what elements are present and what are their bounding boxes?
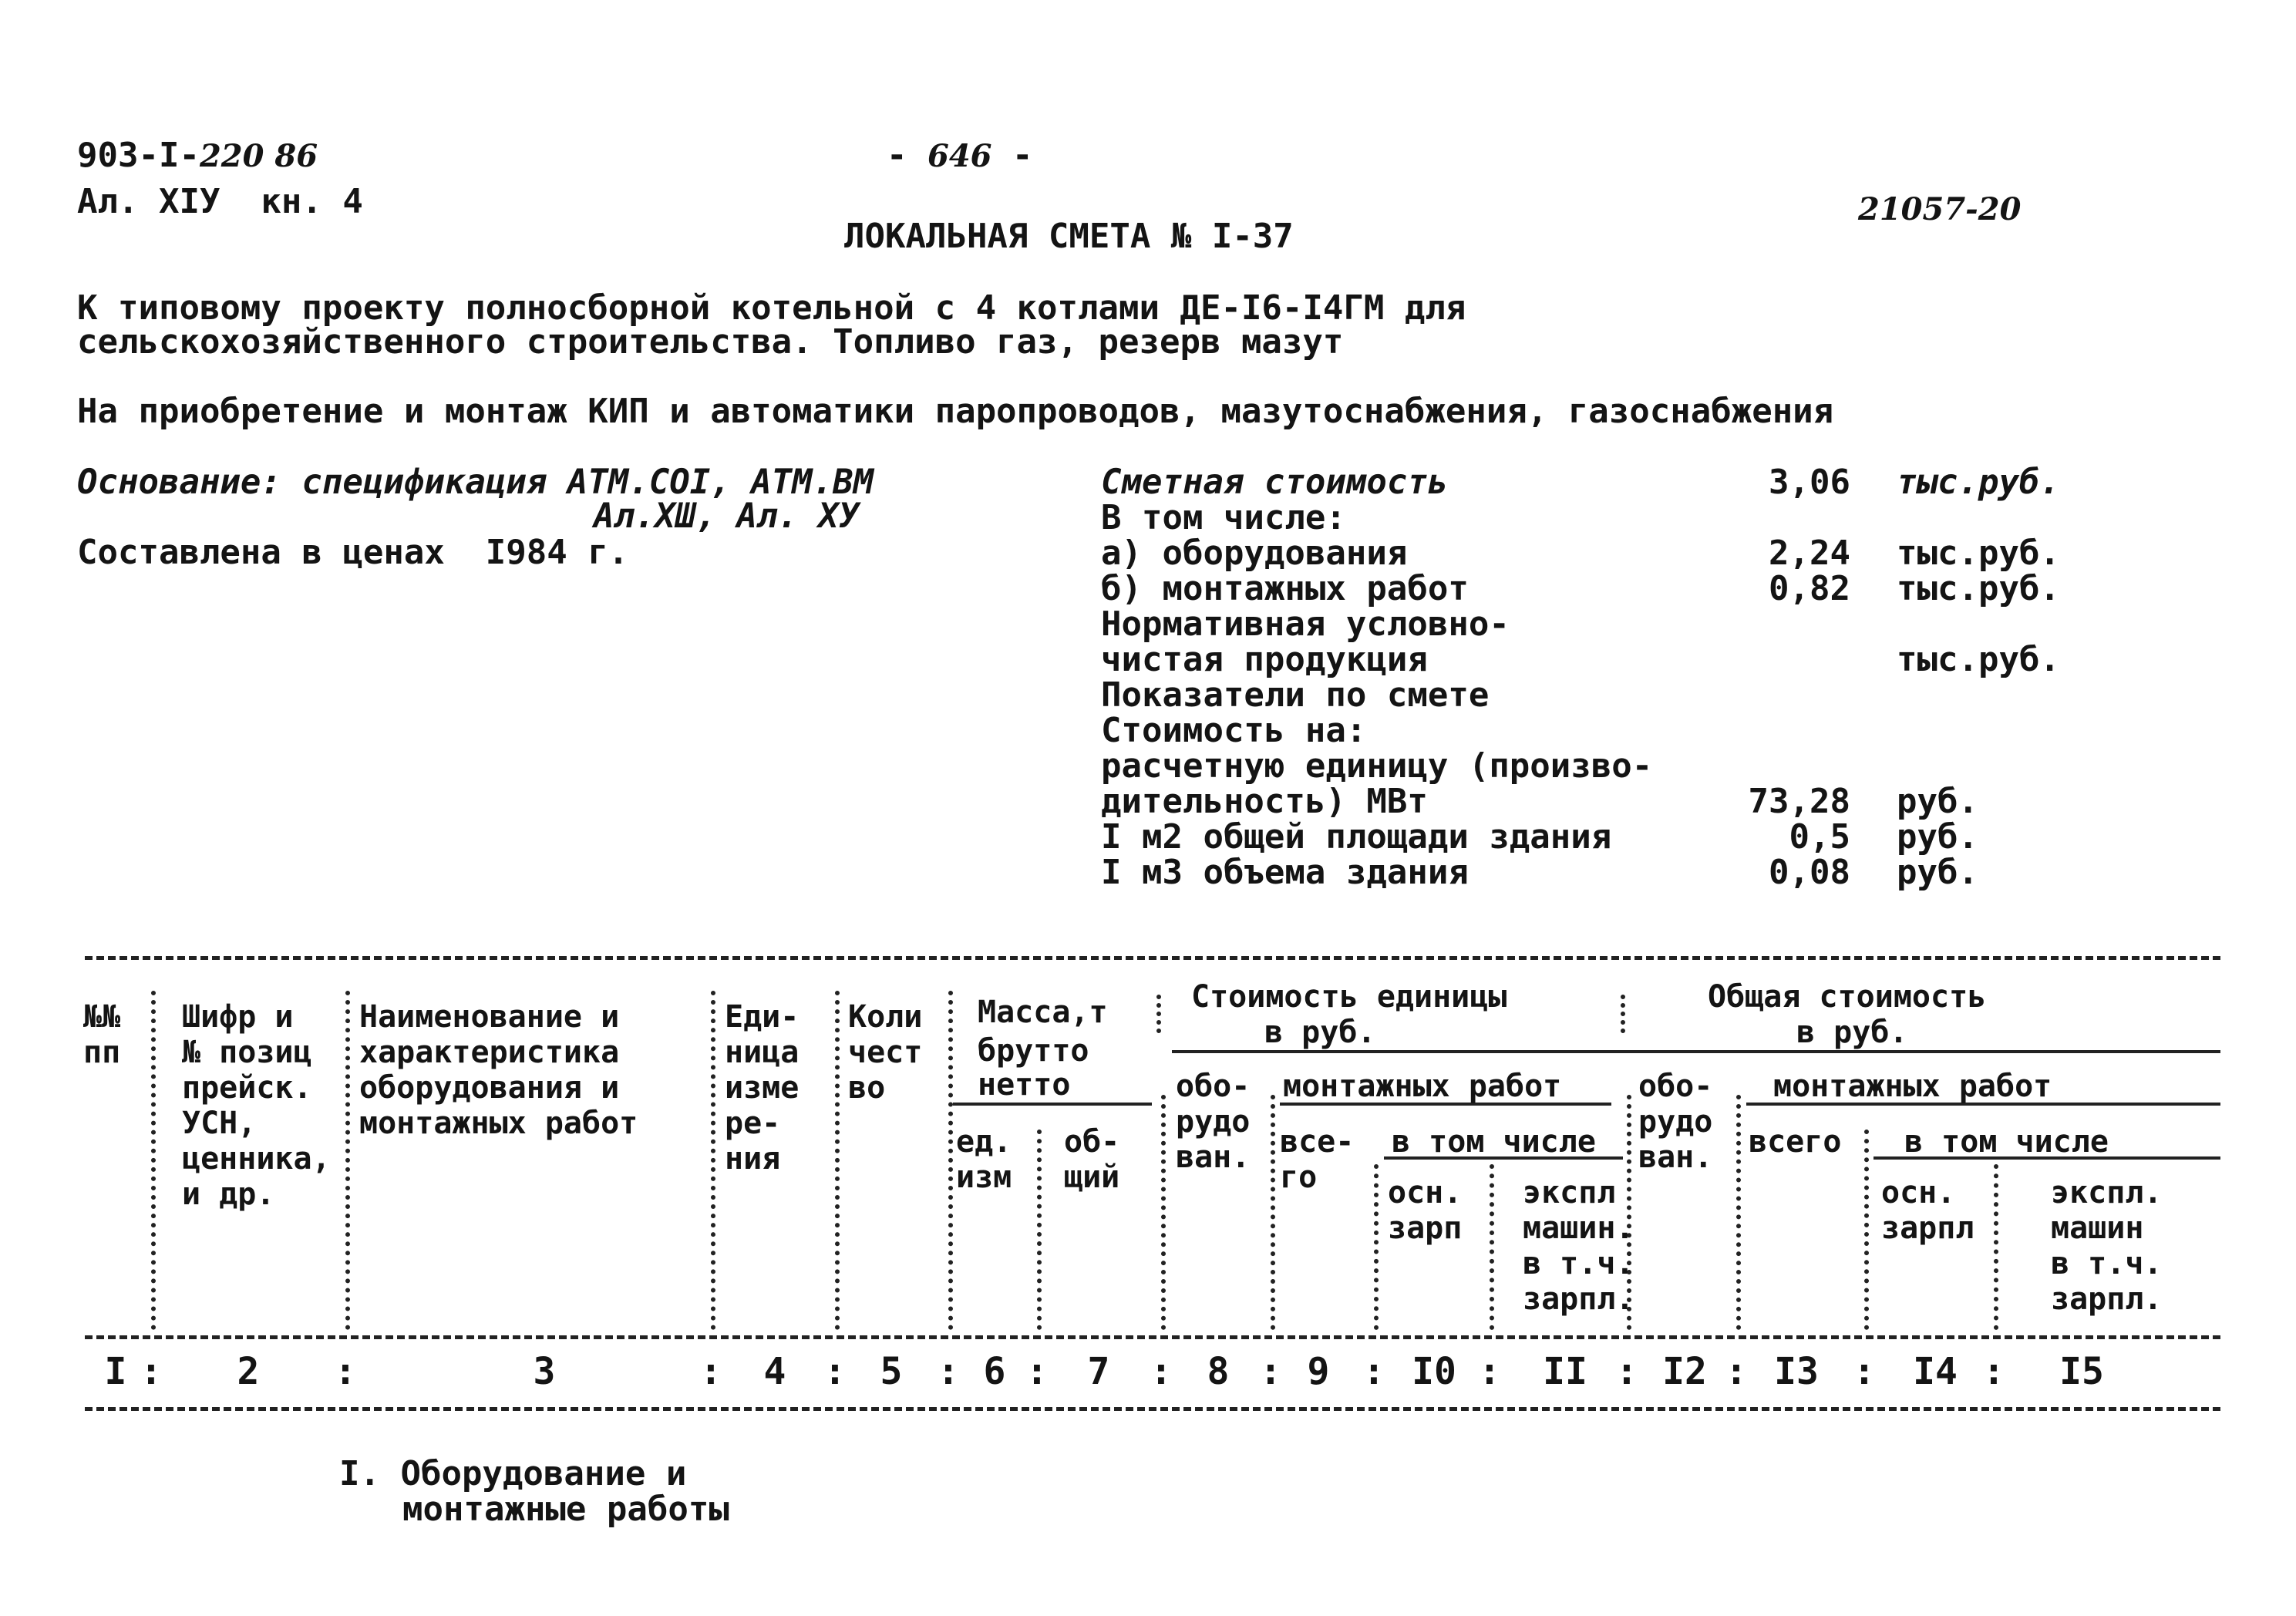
column-number: 7 [1087,1350,1110,1393]
col-sep [345,991,350,1330]
col-header-salary-unit: осн. зарп [1388,1175,1463,1246]
col-sep [151,991,156,1330]
inventory-number: 21057-20 [1858,191,2022,227]
summary-label: а) оборудования [1101,534,1408,573]
summary-label: Показатели по смете [1101,675,1490,715]
col-header-quantity: Коли чест во [848,999,923,1106]
column-number-separator: : [140,1350,163,1393]
column-number-separator: : [1362,1350,1385,1393]
col-header-install-total: монтажных работ [1773,1069,2052,1104]
column-number: I3 [1774,1350,1819,1393]
summary-value: 0,82 [1769,569,1850,608]
col-sep [1621,995,1625,1033]
col-header-install-sum: всего [1749,1124,1842,1160]
summary-value: 0,5 [1789,817,1850,857]
summary-label: В том числе: [1101,498,1346,537]
col-header-unit-cost-rub: в руб. [1264,1015,1376,1050]
column-number: I4 [1913,1350,1958,1393]
col-header-equipment-unit: обо- рудо ван. [1176,1069,1251,1175]
column-number-separator: : [1259,1350,1282,1393]
table-top-rule [85,956,2220,960]
col-header-total-cost: Общая стоимость [1708,979,1987,1015]
col-sep [1161,1095,1166,1330]
col-header-mass-netto: нетто [978,1067,1071,1103]
col-sep [1864,1130,1869,1330]
col-sep [835,991,840,1330]
column-number: 2 [237,1350,260,1393]
column-number-separator: : [1615,1350,1638,1393]
summary-value: 73,28 [1748,782,1850,821]
col-sep [948,991,953,1330]
summary-label: I м2 общей площади здания [1101,817,1612,857]
col-sep [1736,1095,1741,1330]
column-number: 3 [533,1350,556,1393]
cost-group-rule [1172,1050,2220,1053]
header-bottom-rule [85,1335,2220,1339]
summary-unit: руб. [1897,782,1978,821]
col-header-install-unit: монтажных работ [1283,1069,1562,1104]
column-numbers-rule [85,1407,2220,1411]
column-number: 8 [1207,1350,1230,1393]
summary-unit: руб. [1897,853,1978,892]
column-number-separator: : [1725,1350,1748,1393]
summary-value: 2,24 [1769,534,1850,573]
col-header-mass-brutto: брутто [978,1033,1089,1069]
col-header-number: №№ пп [83,999,121,1070]
column-number-separator: : [937,1350,960,1393]
column-number-separator: : [1853,1350,1876,1393]
document-code: 903-I-220 86 [77,136,318,175]
column-number-separator: : [334,1350,357,1393]
summary-label: I м3 объема здания [1101,853,1469,892]
column-number: 4 [763,1350,786,1393]
column-number: I0 [1412,1350,1456,1393]
col-header-incl-unit: в том числе [1392,1124,1596,1160]
summary-label: расчетную единицу (произво- [1101,746,1653,786]
col-header-mass: Масса,т [978,995,1108,1030]
basis-line-2: Ал.ХШ, Ал. ХУ [594,497,860,536]
column-number-separator: : [1982,1350,2005,1393]
document-code-handwritten: 220 86 [199,138,318,174]
section-title-line-1: I. Оборудование и [339,1454,687,1493]
column-number: 6 [983,1350,1006,1393]
col-header-incl-total: в том числе [1904,1124,2109,1160]
col-sep [1037,1130,1042,1330]
col-header-mass-unit: ед. изм [956,1124,1012,1195]
summary-label: Стоимость на: [1101,711,1367,750]
column-number-separator: : [1025,1350,1049,1393]
column-number: 9 [1307,1350,1330,1393]
summary-unit: тыс.руб. [1897,534,2060,573]
col-header-machines-total: экспл. машин в т.ч. зарпл. [2051,1175,2163,1317]
column-number-separator: : [823,1350,847,1393]
column-number: I [104,1350,127,1393]
col-header-machines-unit: экспл машин. в т.ч. зарпл. [1523,1175,1634,1317]
document-title: ЛОКАЛЬНАЯ СМЕТА № I-37 [844,217,1294,256]
summary-label: Нормативная условно- [1101,604,1510,644]
summary-label: б) монтажных работ [1101,569,1469,608]
summary-unit: тыс.руб. [1897,463,2060,502]
col-sep [1374,1164,1379,1330]
column-number: I2 [1662,1350,1707,1393]
page-number: - 646 - [887,136,1033,175]
summary-unit: руб. [1897,817,1978,857]
summary-unit: тыс.руб. [1897,569,2060,608]
col-header-install-total-unit: все- го [1280,1124,1355,1195]
intro-line-1: К типовому проекту полносборной котельной с 4 котлами ДЕ-I6-I4ГМ для [77,288,1466,328]
column-number: II [1543,1350,1587,1393]
col-header-salary-total: осн. зарпл [1881,1175,1974,1246]
purpose-line: На приобретение и монтаж КИП и автоматики паропроводов, мазутоснабжения, газоснабжения [77,392,1834,431]
col-sep [711,991,715,1330]
col-header-mass-total: об- щий [1064,1124,1120,1195]
col-sep [1156,995,1161,1033]
col-header-total-cost-rub: в руб. [1796,1015,1908,1050]
album-reference: Ал. XIУ кн. 4 [77,182,363,221]
column-number: I5 [2059,1350,2104,1393]
summary-label: дительность) МВт [1101,782,1428,821]
basis-line-1: Основание: спецификация АТМ.СОI, АТМ.ВМ [77,463,874,502]
section-title-line-2: монтажные работы [402,1490,729,1529]
netto-rule [953,1103,1152,1106]
col-header-code: Шифр и № позиц прейск. УСН, ценника, и др. [182,999,331,1212]
column-number: 5 [880,1350,903,1393]
col-header-unit-cost: Стоимость единицы [1191,979,1507,1015]
col-sep [1271,1095,1275,1330]
intro-line-2: сельскохозяйственного строительства. Топливо газ, резерв мазут [77,322,1344,362]
col-sep [1490,1164,1494,1330]
summary-label: чистая продукция [1101,640,1428,679]
col-header-equipment-total: обо- рудо ван. [1638,1069,1713,1175]
column-number-separator: : [1478,1350,1501,1393]
col-sep [1994,1164,1998,1330]
prices-year: Составлена в ценах I984 г. [77,533,629,572]
col-header-unit: Еди- ница изме ре- ния [725,999,800,1177]
summary-label: Сметная стоимость [1101,463,1449,502]
summary-unit: тыс.руб. [1897,640,2060,679]
column-number-separator: : [1150,1350,1173,1393]
summary-value: 0,08 [1769,853,1850,892]
col-header-name: Наименование и характеристика оборудования и монтажных работ [359,999,638,1141]
column-number-separator: : [699,1350,722,1393]
summary-value: 3,06 [1769,463,1850,502]
